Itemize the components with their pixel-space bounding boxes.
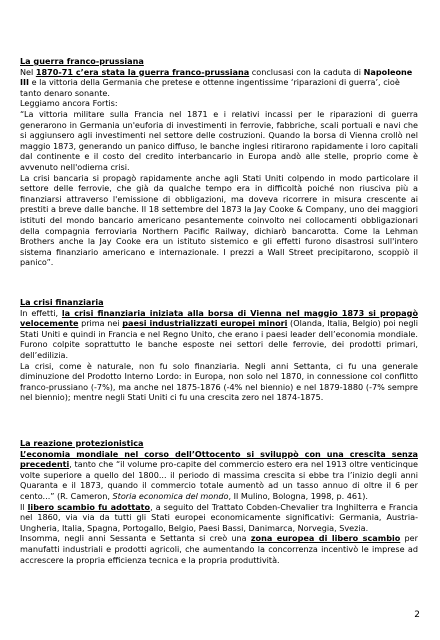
- quote-paragraph: “La vittoria militare sulla Francia nel 1871 e i relativi incassi per le riparazioni di guerra generarono in Germania un'euforia di investimenti in ferrovie, fabbriche, scali portuali e navi che si aggiunsero agli investimenti nel settore delle costruzioni. Quando la borsa di Vienna crollò nel maggio 1873, generando un panico diffuso, le banche inglesi ritirarono rapidamente i loro capitali dal continente e il costo del credito interbancario in Europa andò alle stelle, proprio come è avvenuto nell'odierna crisi.: [20, 108, 418, 172]
- text-run: Il: [20, 501, 28, 512]
- paragraph: [20, 533, 418, 565]
- emphasis-text: Napoleone III: [20, 66, 413, 88]
- text-run: , Il Mulino, Bologna, 1998, p. 461).: [228, 490, 368, 501]
- quote-paragraph: La crisi bancaria si propagò rapidamente anche agli Stati Uniti colpendo in modo particolare il settore delle ferrovie, che già da qualche tempo era in difficoltà poiché non riusciva più a finanziarsi attraverso l'emissione di obbligazioni, ma doveva ricorrere in misura crescente ai prestiti a breve dalle banche. Il 18 settembre del 1873 la Jay Cooke & Company, uno dei maggiori istituti del mondo bancario americano pesantemente coinvolto nei collocamenti obbligazionari della compagnia ferroviaria Northern Pacific Railway, dichiarò bancarotta. Come la Lehman Brothers anche la Jay Cooke era un istituto sistemico e gli effetti furono disastrosi sull'intero sistema finanziario americano e internazionale. I prezzi a Wall Street precipitarono, scoppiò il panico”.: [20, 172, 418, 268]
- section-franco-prussian-war: [20, 56, 418, 268]
- text-run: Insomma, negli anni Sessanta e Settanta si creò una: [20, 533, 251, 544]
- section-heading: La reazione protezionistica: [20, 438, 144, 448]
- emphasis-text: zona europea di libero scambio: [250, 533, 401, 544]
- emphasis-text: L’economia mondiale nel corso dell’Ottocento si sviluppò con una crescita senza precedenti: [20, 448, 418, 470]
- section-financial-crisis: [20, 297, 418, 403]
- paragraph: [20, 449, 418, 502]
- text-run: conclusasi con la caduta di: [249, 66, 364, 77]
- text-run: , a seguito del Trattato Cobden-Chevalier tra Inghilterra e Francia nel 1860, via via da tutti gli Stati europei economicamente significativi: Germania, Austria-Ungheria, Italia, Spagna, Portogallo, Belgio, Paesi Bassi, Danimarca, Norvegia, Svezia.: [20, 501, 418, 533]
- page-number: 2: [414, 610, 420, 620]
- text-run: In effetti,: [20, 307, 62, 318]
- emphasis-text: paesi industrializzati europei minori: [122, 318, 288, 329]
- text-run: (Olanda, Italia, Belgio) poi negli Stati Uniti e quindi in Francia e nel Regno Unito, che erano i paesi leader dell’economia mondiale. Furono colpite soprattutto le banche esposte nei settori delle ferrovie, dei prodotti primari, dell’edilizia.: [20, 318, 418, 360]
- paragraph: [20, 502, 418, 534]
- text-run: Nel: [20, 66, 36, 77]
- paragraph: [20, 308, 418, 361]
- emphasis-text: 1870-71 c’era stata la guerra franco-prussiana: [35, 66, 250, 77]
- emphasis-text: la crisi finanziaria iniziata alla borsa di Vienna nel maggio 1873 si propagò velocemente: [20, 307, 418, 329]
- text-run: prima nei: [78, 318, 123, 329]
- book-title: Storia economica del mondo: [112, 490, 229, 501]
- section-heading: La crisi finanziaria: [20, 297, 104, 307]
- emphasis-text: libero scambio fu adottato: [27, 501, 151, 512]
- paragraph: [20, 67, 418, 99]
- text-run: , tanto che “il volume pro-capite del commercio estero era nel 1913 oltre venticinque volte superiore a quello del 1800... il periodo di massima crescita si ebbe tra l’inizio degli anni Quaranta e il 1873, quando il commercio totale aumentò ad un tasso annuo di oltre il 6 per cento...” (R. Cameron,: [20, 459, 418, 501]
- section-protectionist-reaction: [20, 438, 418, 565]
- paragraph: La crisi, come è naturale, non fu solo finanziaria. Negli anni Settanta, ci fu una generale diminuzione del Prodotto Interno Lordo: in Europa, non solo nel 1870, in connessione col conflitto franco-prussiano (-7%), ma anche nel 1875-1876 (-4% nel biennio) e nel 1879-1880 (-7% sempre nel biennio); mentre negli Stati Uniti ci fu una crescita zero nel 1874-1875.: [20, 360, 418, 403]
- text-run: e la vittoria della Germania che pretese e ottenne ingentissime ‘riparazioni di guerra’, cioè tanto denaro sonante.: [20, 77, 400, 98]
- text-run: per manufatti industriali e prodotti agricoli, che aumentando la concorrenza incentivò le imprese ad accrescere la propria efficienza tecnica e la propria produttività.: [20, 533, 418, 565]
- section-heading: La guerra franco-prussiana: [20, 56, 144, 66]
- paragraph: Leggiamo ancora Fortis:: [20, 98, 118, 109]
